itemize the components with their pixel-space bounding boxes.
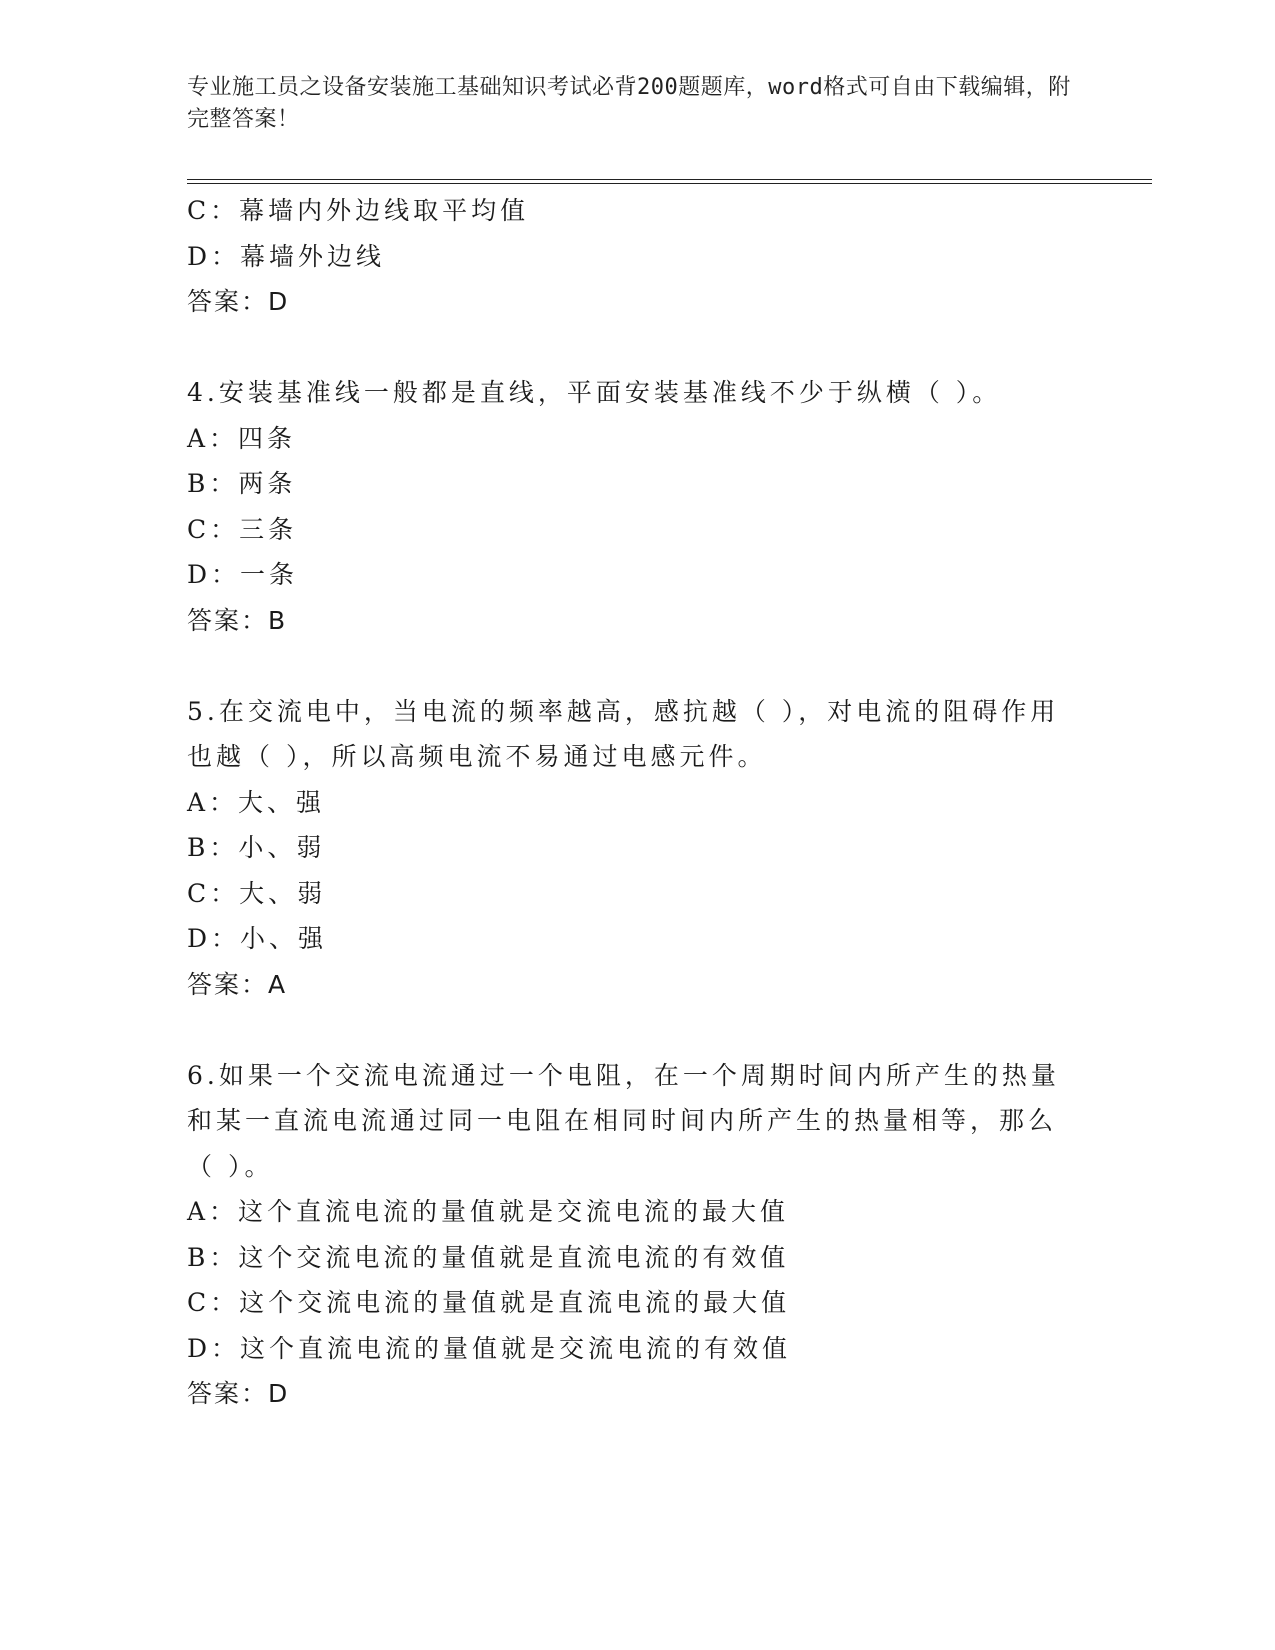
answer-label: 答案：D [187, 287, 290, 316]
option-c: C：幕墙内外边线取平均值 [187, 196, 530, 225]
option-c: C：这个交流电流的量值就是直流电流的最大值 [187, 1288, 791, 1317]
header-divider-top [187, 179, 1152, 180]
option-a: A：四条 [187, 423, 297, 453]
question-block-3-partial [187, 188, 1087, 325]
option-d: D：一条 [187, 560, 299, 589]
page-header [187, 72, 1087, 136]
spacer [187, 1007, 1087, 1053]
option-b: B：小、弱 [187, 833, 326, 862]
option-d: D：这个直流电流的量值就是交流电流的有效值 [187, 1333, 792, 1363]
header-divider-bottom [187, 183, 1152, 184]
question-stem: 4.安装基准线一般都是直线，平面安装基准线不少于纵横（ ）。 [187, 378, 1002, 407]
spacer [187, 325, 1087, 371]
option-a: A：这个直流电流的量值就是交流电流的最大值 [187, 1197, 790, 1226]
option-b: B：两条 [187, 469, 297, 498]
question-block-6 [187, 1053, 1087, 1417]
answer-label: 答案：D [187, 1379, 290, 1408]
answer-label: 答案：B [187, 605, 288, 635]
header-title: 专业施工员之设备安装施工基础知识考试必背200题题库，word格式可自由下载编辑，附完整答案！ [187, 75, 1071, 132]
question-block-4 [187, 370, 1087, 643]
question-stem: 6.如果一个交流电流通过一个电阻，在一个周期时间内所产生的热量和某一直流电流通过同一电阻在相同时间内所产生的热量相等，那么（ ）。 [187, 1060, 1060, 1181]
option-b: B：这个交流电流的量值就是直流电流的有效值 [187, 1242, 790, 1272]
option-c: C：三条 [187, 514, 298, 544]
question-block-5 [187, 689, 1087, 1008]
answer-label: 答案：A [187, 969, 288, 999]
option-c: C：大、弱 [187, 878, 327, 908]
option-d: D：小、强 [187, 924, 328, 953]
option-a: A：大、强 [187, 787, 326, 817]
option-d: D：幕墙外边线 [187, 241, 386, 271]
question-list [187, 188, 1087, 1417]
spacer [187, 643, 1087, 689]
question-stem: 5.在交流电中，当电流的频率越高，感抗越（ ），对电流的阻碍作用也越（ ），所以高频电流不易通过电感元件。 [187, 696, 1060, 771]
